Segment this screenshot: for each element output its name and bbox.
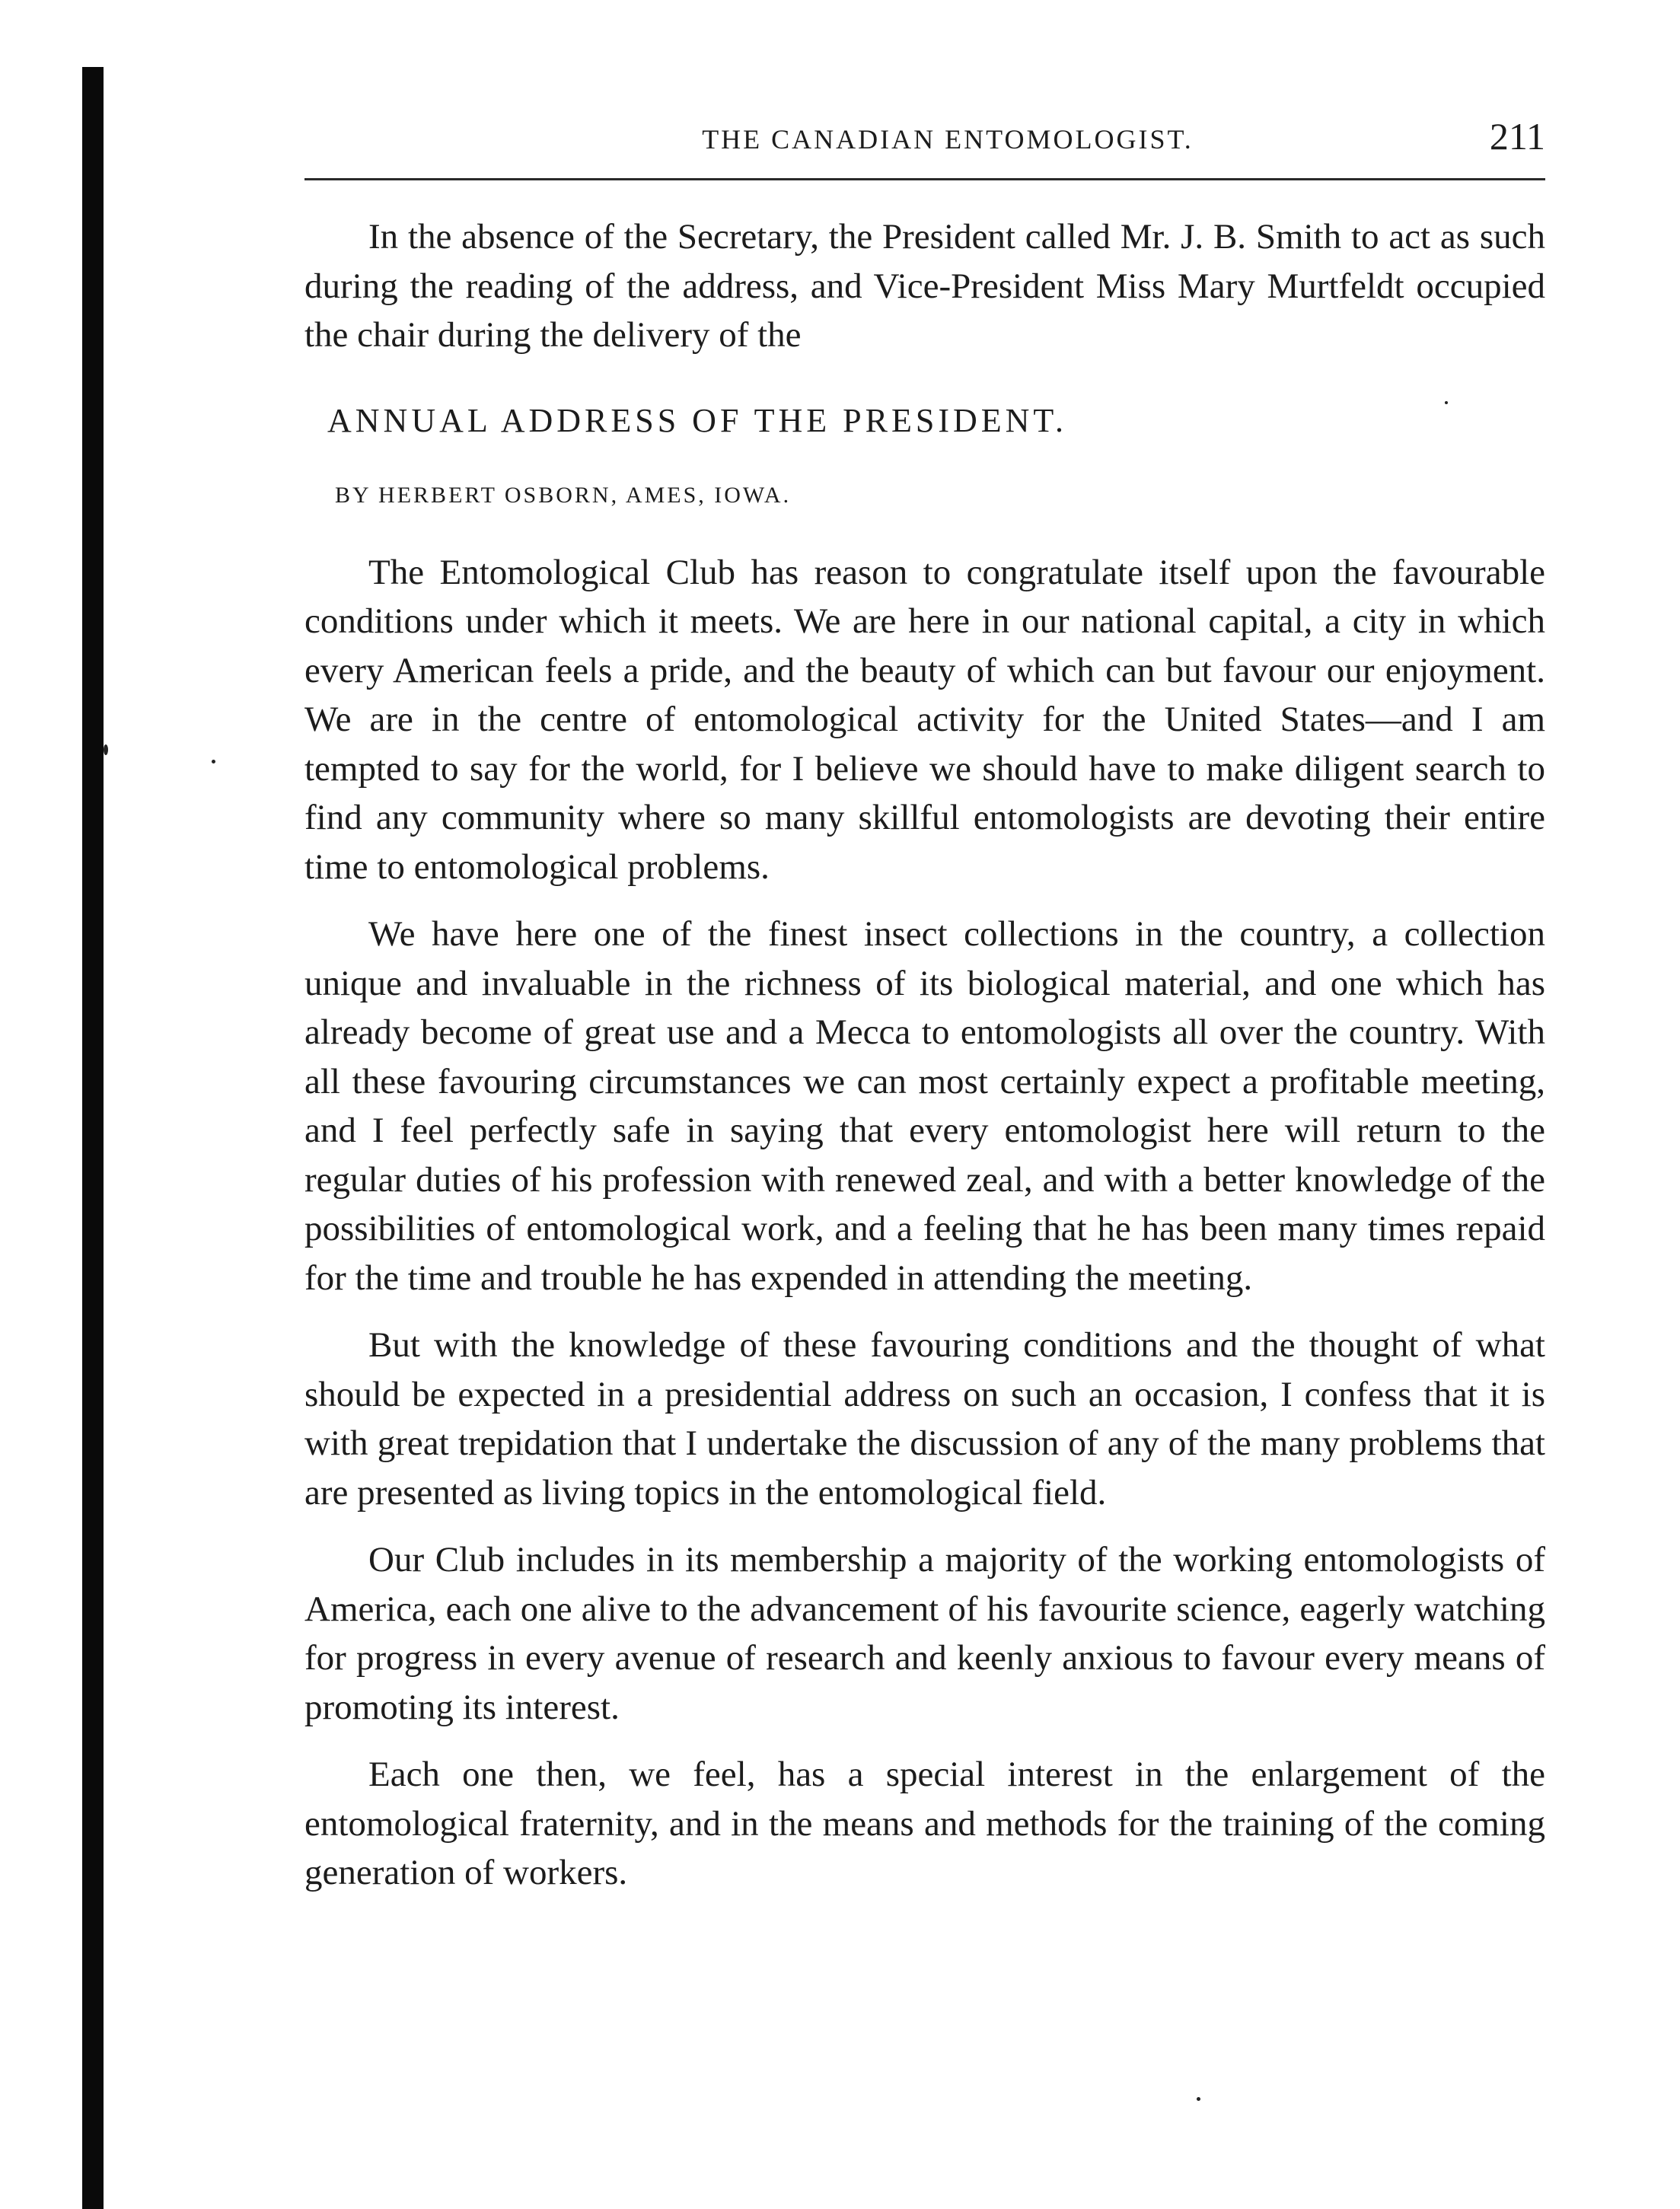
running-head [304,114,1545,167]
address-paragraph: Our Club includes in its membership a majority of the working entomologists of America, each one alive to the advancement of his favourite science, eagerly watching for progress in every avenue of research and keenly anxious to favour every means of promoting its interest. [304,1540,1545,1727]
scan-speck [212,760,215,763]
page [304,114,1545,1898]
address-byline: BY HERBERT OSBORN, AMES, IOWA. [335,483,792,508]
scan-speck [104,744,108,755]
intro-paragraph: In the absence of the Secretary, the President called Mr. J. B. Smith to act as such during the reading of the address, and Vice-President Miss Mary Murtfeldt occupied the chair during the delivery of the [304,217,1545,355]
journal-title: THE CANADIAN ENTOMOLOGIST. [702,124,1194,155]
page-number: 211 [1489,115,1545,158]
header-rule [304,178,1545,180]
address-title: ANNUAL ADDRESS OF THE PRESIDENT. [327,401,1068,439]
address-paragraph: We have here one of the finest insect collections in the country, a collection unique and invaluable in the richness of its biological material, and one which has already become of great use and a Mecca to entomologists all over the country. With all these favouring circumstances we can most certainly expect a profitable meeting, and I feel perfectly safe in saying that every entomologist here will return to the regular duties of his profession with renewed zeal, and with a better knowledge of the possibilities of entomological work, and a feeling that he has been many times repaid for the time and trouble he has expended in attending the meeting. [304,914,1545,1298]
scan-binding-edge [82,67,104,2209]
scan-speck [1197,2097,1200,2101]
address-paragraph: But with the knowledge of these favouring conditions and the thought of what should be expected in a presidential address on such an occasion, I confess that it is with great trepidation that I undertake the discussion of any of the many problems that are presented as living topics in the entomological field. [304,1325,1545,1513]
address-paragraph: The Entomological Club has reason to congratulate itself upon the favourable conditions under which it meets. We are here in our national capital, a city in which every American feels a pride, and the beauty of which can but favour our enjoyment. We are in the centre of entomological activity for the United States—and I am tempted to say for the world, for I believe we should have to make diligent search to find any community where so many skillful entomologists are devoting their entire time to entomological problems. [304,552,1545,887]
address-paragraph: Each one then, we feel, has a special interest in the enlargement of the entomological fraternity, and in the means and methods for the training of the coming generation of workers. [304,1755,1545,1892]
body-text [304,212,1545,1898]
